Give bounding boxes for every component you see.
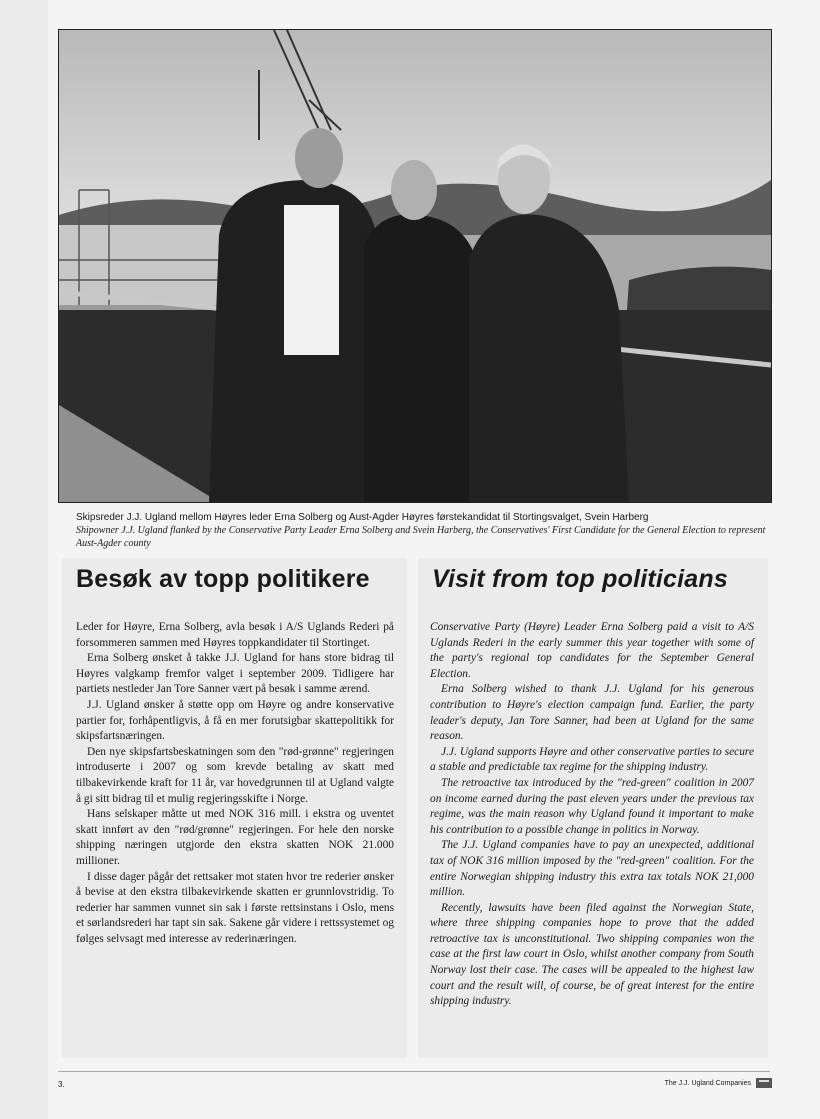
paragraph: The J.J. Ugland companies have to pay an unexpected, additional tax of NOK 316 million imposed by the "red-green" coalition. For the entire Norwegian shipping industry this extra tax totals NOK 21,000 million. xyxy=(430,839,754,899)
article-photo xyxy=(58,29,772,503)
page-edge xyxy=(0,0,48,1119)
caption-norwegian: Skipsreder J.J. Ugland mellom Høyres leder Erna Solberg og Aust-Agder Høyres førstekandidat til Stortingsvalget, Svein Harberg xyxy=(76,512,649,523)
paragraph: I disse dager pågår det rettsaker mot staten hvor tre rederier ønsker å bevise at den ekstra tilbakevirkende skatten er grunnlovstridig. To rederier har sammen vunnet sin sak i første rettsinstans i Oslo, mens et sørlandsrederi har tapt sin sak. Sakene går videre i rettssystemet og følges selvsagt med interesse av rederinæringen. xyxy=(76,870,394,945)
article-body-norwegian xyxy=(76,620,394,947)
paragraph: J.J. Ugland ønsker å støtte opp om Høyre og andre konservative partier for, forhåpentligvis, å få en mer forutsigbar skattepolitikk for skipsfartsnæringen. xyxy=(76,698,394,743)
photo-illustration xyxy=(59,30,771,502)
photo-caption xyxy=(76,511,766,551)
paragraph: Recently, lawsuits have been filed against the Norwegian State, where three shipping companies hope to prove that the added retroactive tax is unconstitutional. Two shipping companies won the case at the first law court in Oslo, whilst another company from South Norway lost their case. The cases will be appealed to the highest law court and the result will, of course, be of great interest for the entire shipping industry. xyxy=(430,901,754,1008)
paragraph: Hans selskaper måtte ut med NOK 316 mill. i ekstra og uventet skatt innført av den "rød/grønne" regjeringen. For hele den norske shipping næringen utgjorde den ekstra skatten NOK 21.000 millioner. xyxy=(76,808,394,867)
article-body-english xyxy=(430,620,754,1010)
caption-english: Shipowner J.J. Ugland flanked by the Conservative Party Leader Erna Solberg and Svein Harberg, the Conservatives' First Candidate for the General Election to represent Aust-Agder county xyxy=(76,525,766,550)
paragraph: Den nye skipsfartsbeskatningen som den "rød-grønne" regjeringen introduserte i 2007 og som krevde betaling av skatt med tilbakevirkende kraft for 11 år, var hovedgrunnen til at Ugland valgte å gi sitt bidrag til et mulig regjeringsskifte i Norge. xyxy=(76,745,394,805)
paragraph: Leder for Høyre, Erna Solberg, avla besøk i A/S Uglands Rederi på forsommeren sammen med Høyres toppkandidater til Stortinget. xyxy=(76,621,394,649)
footer-brand-label: The J.J. Ugland Companies xyxy=(664,1079,751,1087)
paragraph: J.J. Ugland supports Høyre and other conservative parties to secure a stable and predictable tax regime for the shipping industry. xyxy=(430,745,754,774)
article-title-norwegian: Besøk av topp politikere xyxy=(76,565,370,593)
footer-divider xyxy=(58,1071,770,1072)
article-title-english: Visit from top politicians xyxy=(432,565,728,593)
page-number: 3. xyxy=(58,1080,65,1089)
paragraph: Erna Solberg wished to thank J.J. Ugland for his generous contribution to Høyre's election campaign fund. Earlier, the party leader's deputy, Jan Tore Sanner, had been at Ugland for the same reason. xyxy=(430,683,754,743)
paragraph: The retroactive tax introduced by the "red-green" coalition in 2007 on income earned during the past eleven years under the previous tax regime, was the main reason why Ugland found it important to make his contribution to a possible change in politics in Norway. xyxy=(430,776,754,836)
paragraph: Erna Solberg ønsket å takke J.J. Ugland for hans store bidrag til Høyres valgkamp fremfor valget i september 2009. Tidligere har partiets nestleder Jan Tore Sanner vært på besøk i samme ærend. xyxy=(76,652,394,696)
ugland-flag-icon xyxy=(756,1078,772,1088)
paragraph: Conservative Party (Høyre) Leader Erna Solberg paid a visit to A/S Uglands Rederi in the early summer this year together with some of the party's regional top candidates for the September General Election. xyxy=(430,621,754,680)
footer-brand xyxy=(665,1078,772,1088)
